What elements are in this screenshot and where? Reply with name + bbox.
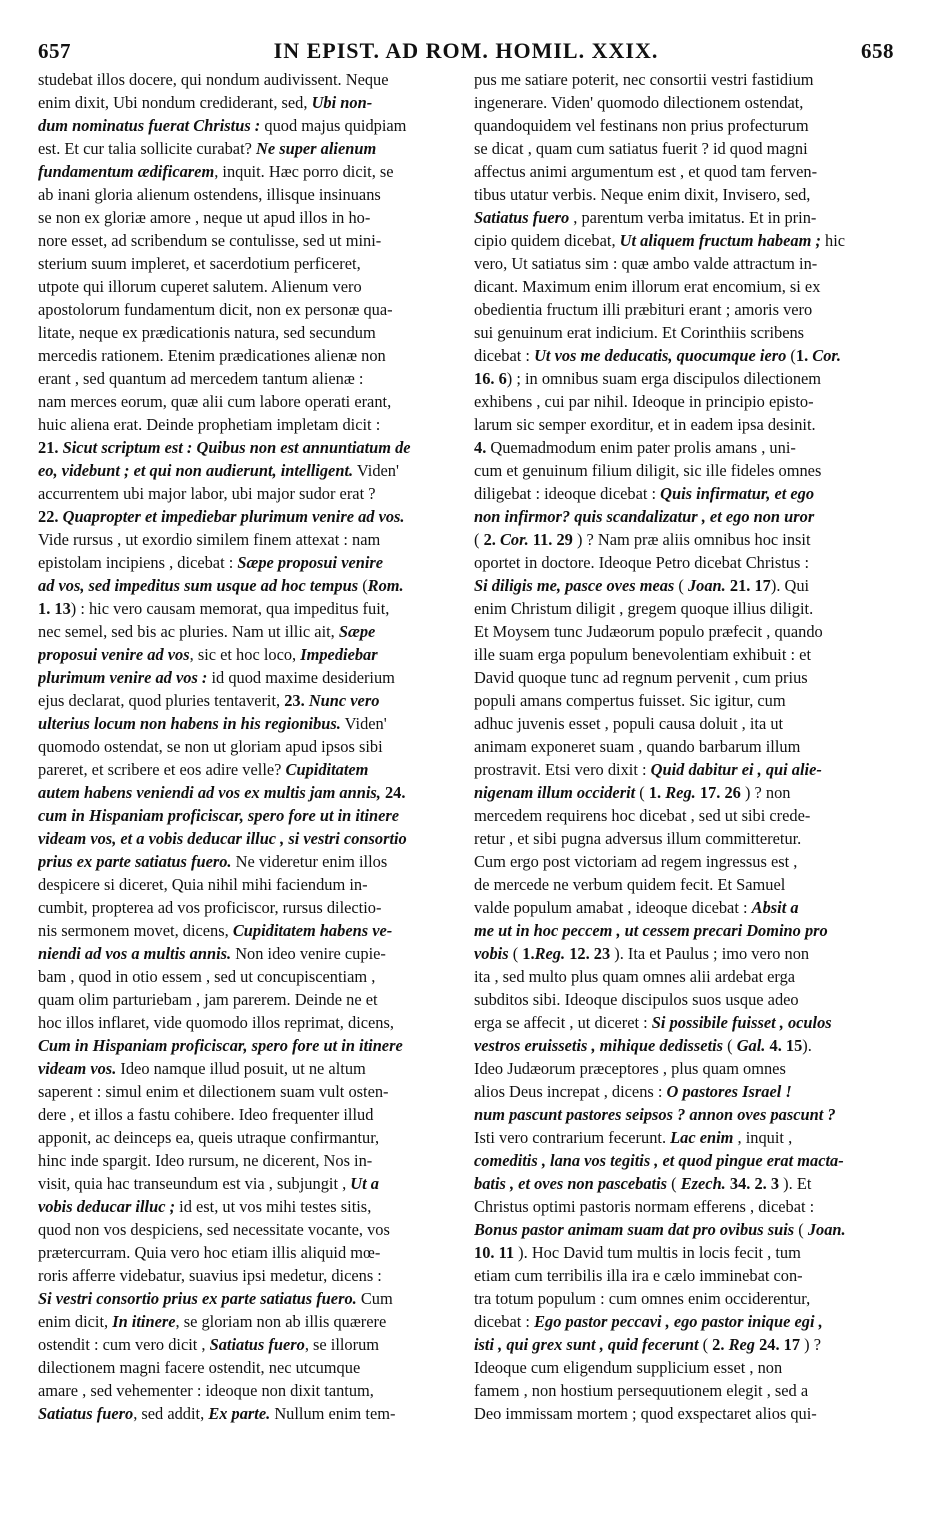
text-line: famem , non hostium persequutionem elegit , sed a <box>474 1381 809 1400</box>
text-line: nec semel, sed bis ac pluries. Nam ut illic ait, Sæpe <box>38 622 376 641</box>
text-line: sterium suum impleret, et sacerdotium perficeret, <box>38 254 361 273</box>
text-line: tibus utatur verbis. Neque enim dixit, Invisero, sed, <box>474 185 811 204</box>
text-line: erant , sed quantum ad mercedem tantum alienæ : <box>38 369 364 388</box>
text-line: huic aliena erat. Deinde prophetiam impletam dicit : <box>38 415 381 434</box>
text-line: Ideoque cum eligendum supplicium esset , non <box>474 1358 783 1377</box>
text-line: dicant. Maximum enim illorum erat encomium, si ex <box>474 277 821 296</box>
text-line: ab inani gloria alienum ostendens, illisque insinuans <box>38 185 381 204</box>
text-line: comeditis , lana vos tegitis , et quod pingue erat macta- <box>474 1151 844 1170</box>
text-line: accurrentem ubi major labor, ubi major sudor erat ? <box>38 484 376 503</box>
text-line: niendi ad vos a multis annis. Non ideo venire cupie- <box>38 944 386 963</box>
text-line: prætercurram. Quia vero hoc etiam illis aliquid mœ- <box>38 1243 381 1262</box>
text-line: dicebat : Ut vos me deducatis, quocumque iero (1. Cor. <box>474 346 841 365</box>
text-line: alios Deus increpat , dicens : O pastores Israel ! <box>474 1082 792 1101</box>
text-line: Cum in Hispaniam proficiscar, spero fore ut in itinere <box>38 1036 403 1055</box>
text-line: ad vos, sed impeditus sum usque ad hoc tempus (Rom. <box>38 576 404 595</box>
text-line: ostendit : cum vero dicit , Satiatus fuero, se illorum <box>38 1335 380 1354</box>
text-line: enim Christum diligit , gregem quoque illius diligit. <box>474 599 814 618</box>
text-line: exhibens , cui par nihil. Ideoque in principio episto- <box>474 392 814 411</box>
text-line: ulterius locum non habens in his regionibus. Viden' <box>38 714 387 733</box>
text-line: adhuc juvenis esset , populi causa doluit , ita ut <box>474 714 784 733</box>
text-line: etiam cum terribilis illa ira e cælo imminebat con- <box>474 1266 803 1285</box>
text-line: hoc illos inflaret, vide quomodo illos reprimat, dicens, <box>38 1013 394 1032</box>
text-line: pareret, et scribere et eos adire velle? Cupiditatem <box>38 760 369 779</box>
text-line: cum in Hispaniam proficiscar, spero fore ut in itinere <box>38 806 400 825</box>
text-line: est. Et cur talia sollicite curabat? Ne super alienum <box>38 139 377 158</box>
text-line: Satiatus fuero, sed addit, Ex parte. Nullum enim tem- <box>38 1404 396 1423</box>
text-line: vobis deducar illuc ; id est, ut vos mihi testes sitis, <box>38 1197 372 1216</box>
text-line: dilectionem magni facere ostendit, nec utcumque <box>38 1358 361 1377</box>
text-line: nis sermonem movet, dicens, Cupiditatem habens ve- <box>38 921 393 940</box>
text-line: obedientia fructum illi præbituri erant ; amoris vero <box>474 300 813 319</box>
left-page-number: 657 <box>38 38 71 63</box>
text-line: sui genuinum erat indicium. Et Corinthiis scribens <box>474 323 805 342</box>
text-line: nore esset, ad scribendum se contulisse, sed ut mini- <box>38 231 382 250</box>
text-line: Isti vero contrarium fecerunt. Lac enim , inquit , <box>474 1128 793 1147</box>
text-line: vestros eruissetis , mihique dedissetis ( Gal. 4. 15). <box>474 1036 812 1055</box>
text-line: 22. Quapropter et impediebar plurimum venire ad vos. <box>38 507 405 526</box>
text-line: fundamentum ædificarem, inquit. Hæc porro dicit, se <box>38 162 394 181</box>
text-line: prius ex parte satiatus fuero. Ne videretur enim illos <box>38 852 388 871</box>
text-line: saperent : simul enim et dilectionem suam vult osten- <box>38 1082 389 1101</box>
text-line: oportet in doctore. Ideoque Petro dicebat Christus : <box>474 553 810 572</box>
text-line: de mercede ne verbum quidem fecit. Et Samuel <box>474 875 786 894</box>
text-line: subditos sibi. Ideoque discipulos suos usque adeo <box>474 990 799 1009</box>
text-line: apponit, ac deinceps ea, queis utraque confirmantur, <box>38 1128 380 1147</box>
left-column <box>38 68 448 1425</box>
text-line: 1. 13) : hic vero causam memorat, qua impeditus fuit, <box>38 599 390 618</box>
text-line: videam vos. Ideo namque illud posuit, ut ne altum <box>38 1059 366 1078</box>
text-line: Vide rursus , ut exordio similem finem attexat : nam <box>38 530 381 549</box>
text-line: pus me satiare poterit, nec consortii vestri fastidium <box>474 70 814 89</box>
text-line: larum sic semper exorditur, et in eadem ipsa desinit. <box>474 415 816 434</box>
text-line: amare , sed vehementer : ideoque non dixit tantum, <box>38 1381 374 1400</box>
text-line: 4. Quemadmodum enim pater prolis amans , uni- <box>474 438 796 457</box>
text-line: David quoque tunc ad regnum pervenit , cum prius <box>474 668 808 687</box>
text-line: Bonus pastor animam suam dat pro ovibus suis ( Joan. <box>474 1220 846 1239</box>
text-line: ( 2. Cor. 11. 29 ) ? Nam præ aliis omnibus hoc insit <box>474 530 811 549</box>
text-line: visit, quia hac transeundum est via , subjungit , Ut a <box>38 1174 379 1193</box>
text-line: 10. 11 ). Hoc David tum multis in locis fecit , tum <box>474 1243 801 1262</box>
text-line: num pascunt pastores seipsos ? annon oves pascunt ? <box>474 1105 836 1124</box>
text-line: quod non vos despiciens, sed necessitate vocante, vos <box>38 1220 390 1239</box>
text-line: se non ex gloriæ amore , neque ut apud illos in ho- <box>38 208 371 227</box>
text-line: isti , qui grex sunt , quid fecerunt ( 2. Reg 24. 17 ) ? <box>474 1335 821 1354</box>
text-line: litate, neque ex prædicationis natura, sed secundum <box>38 323 376 342</box>
text-line: ingenerare. Viden' quomodo dilectionem ostendat, <box>474 93 804 112</box>
text-line: nam merces eorum, quæ alii cum labore operati erant, <box>38 392 392 411</box>
text-line: ita , sed multo plus quam omnes alii ardebat erga <box>474 967 796 986</box>
text-line: prostravit. Etsi vero dixit : Quid dabitur ei , qui alie- <box>474 760 822 779</box>
text-line: despicere si diceret, Quia nihil mihi faciendum in- <box>38 875 368 894</box>
text-line: plurimum venire ad vos : id quod maxime desiderium <box>38 668 395 687</box>
text-line: diligebat : ideoque dicebat : Quis infirmatur, et ego <box>474 484 815 503</box>
text-line: quandoquidem vel festinans non prius profecturum <box>474 116 809 135</box>
text-line: videam vos, et a vobis deducar illuc , si vestri consortio <box>38 829 407 848</box>
text-line: Ideo Judæorum præceptores , plus quam omnes <box>474 1059 786 1078</box>
text-line: apostolorum fundamentum dicit, non ex personæ qua- <box>38 300 393 319</box>
text-line: batis , et oves non pascebatis ( Ezech. 34. 2. 3 ). Et <box>474 1174 812 1193</box>
text-line: Si vestri consortio prius ex parte satiatus fuero. Cum <box>38 1289 393 1308</box>
text-line: quam olim parturiebam , jam parerem. Deinde ne et <box>38 990 378 1009</box>
text-line: vero, Ut satiatus sim : quæ ambo valde attractum in- <box>474 254 818 273</box>
text-line: dicebat : Ego pastor peccavi , ego pastor inique egi , <box>474 1312 823 1331</box>
text-line: utpote qui illorum cuperet salutem. Alienum vero <box>38 277 362 296</box>
text-line: cum et genuinum filium diligit, sic ille fideles omnes <box>474 461 822 480</box>
text-line: Cum ergo post victoriam ad regem ingressus est , <box>474 852 798 871</box>
text-line: affectus animi argumentum est , et quod tam ferven- <box>474 162 818 181</box>
right-column <box>474 68 894 1425</box>
text-line: vobis ( 1.Reg. 12. 23 ). Ita et Paulus ; imo vero non <box>474 944 810 963</box>
text-line: enim dicit, In itinere, se gloriam non ab illis quærere <box>38 1312 387 1331</box>
text-line: me ut in hoc peccem , ut cessem precari Domino pro <box>474 921 828 940</box>
text-line: tra totum populum : cum omnes enim occiderentur, <box>474 1289 811 1308</box>
text-line: epistolam incipiens , dicebat : Sæpe proposui venire <box>38 553 384 572</box>
text-line: Deo immissam mortem ; quod exspectaret alios qui- <box>474 1404 817 1423</box>
text-line: ille suam erga populum benevolentiam exhibuit : et <box>474 645 811 664</box>
text-line: animam exponeret suam , quando barbarum illum <box>474 737 801 756</box>
text-line: eo, videbunt ; et qui non audierunt, intelligent. Viden' <box>38 461 399 480</box>
text-line: dum nominatus fuerat Christus : quod majus quidpiam <box>38 116 407 135</box>
text-line: bam , quod in otio essem , sed ut concupiscentiam , <box>38 967 376 986</box>
text-line: Si diligis me, pasce oves meas ( Joan. 21. 17). Qui <box>474 576 810 595</box>
text-line: mercedis rationem. Etenim prædicationes alienæ non <box>38 346 386 365</box>
text-line: enim dixit, Ubi nondum crediderant, sed, Ubi non- <box>38 93 373 112</box>
running-header <box>38 36 894 66</box>
text-line: dere , et illos a fastu cohibere. Ideo frequenter illud <box>38 1105 374 1124</box>
text-line: valde populum amabat , ideoque dicebat : Absit a <box>474 898 799 917</box>
text-line: mercedem requirens hoc dicebat , sed ut sibi crede- <box>474 806 811 825</box>
text-line: proposui venire ad vos, sic et hoc loco, Impediebar <box>38 645 378 664</box>
text-line: quomodo ostendat, se non ut gloriam apud ipsos sibi <box>38 737 383 756</box>
text-line: Christus optimi pastoris normam efferens , dicebat : <box>474 1197 815 1216</box>
text-line: retur , et sibi pugna adversus illum committeretur. <box>474 829 802 848</box>
text-line: autem habens veniendi ad vos ex multis jam annis, 24. <box>38 783 406 802</box>
text-line: 16. 6) ; in omnibus suam erga discipulos dilectionem <box>474 369 822 388</box>
text-line: 21. Sicut scriptum est : Quibus non est annuntiatum de <box>38 438 411 457</box>
text-line: studebat illos docere, qui nondum audivissent. Neque <box>38 70 389 89</box>
text-line: non infirmor? quis scandalizatur , et ego non uror <box>474 507 815 526</box>
text-line: erga se affecit , ut diceret : Si possibile fuisset , oculos <box>474 1013 832 1032</box>
text-line: populi amans compertus fuisset. Sic igitur, cum <box>474 691 786 710</box>
text-line: roris afferre videbatur, suavius ipsi medetur, dicens : <box>38 1266 382 1285</box>
running-title: IN EPIST. AD ROM. HOMIL. XXIX. <box>273 38 659 63</box>
right-page-number: 658 <box>861 38 894 63</box>
text-line: ejus declarat, quod pluries tentaverit, 23. Nunc vero <box>38 691 380 710</box>
text-line: se dicat , quam cum satiatus fuerit ? id quod magni <box>474 139 808 158</box>
text-line: Et Moysem tunc Judæorum populo præfecit , quando <box>474 622 823 641</box>
text-line: cipio quidem dicebat, Ut aliquem fructum habeam ; hic <box>474 231 846 250</box>
text-line: cumbit, propterea ad vos proficiscor, rursus dilectio- <box>38 898 382 917</box>
text-line: hinc inde spargit. Ideo rursum, ne dicerent, Nos in- <box>38 1151 373 1170</box>
text-line: Satiatus fuero , parentum verba imitatus. Et in prin- <box>474 208 817 227</box>
text-line: nigenam illum occiderit ( 1. Reg. 17. 26 ) ? non <box>474 783 791 802</box>
